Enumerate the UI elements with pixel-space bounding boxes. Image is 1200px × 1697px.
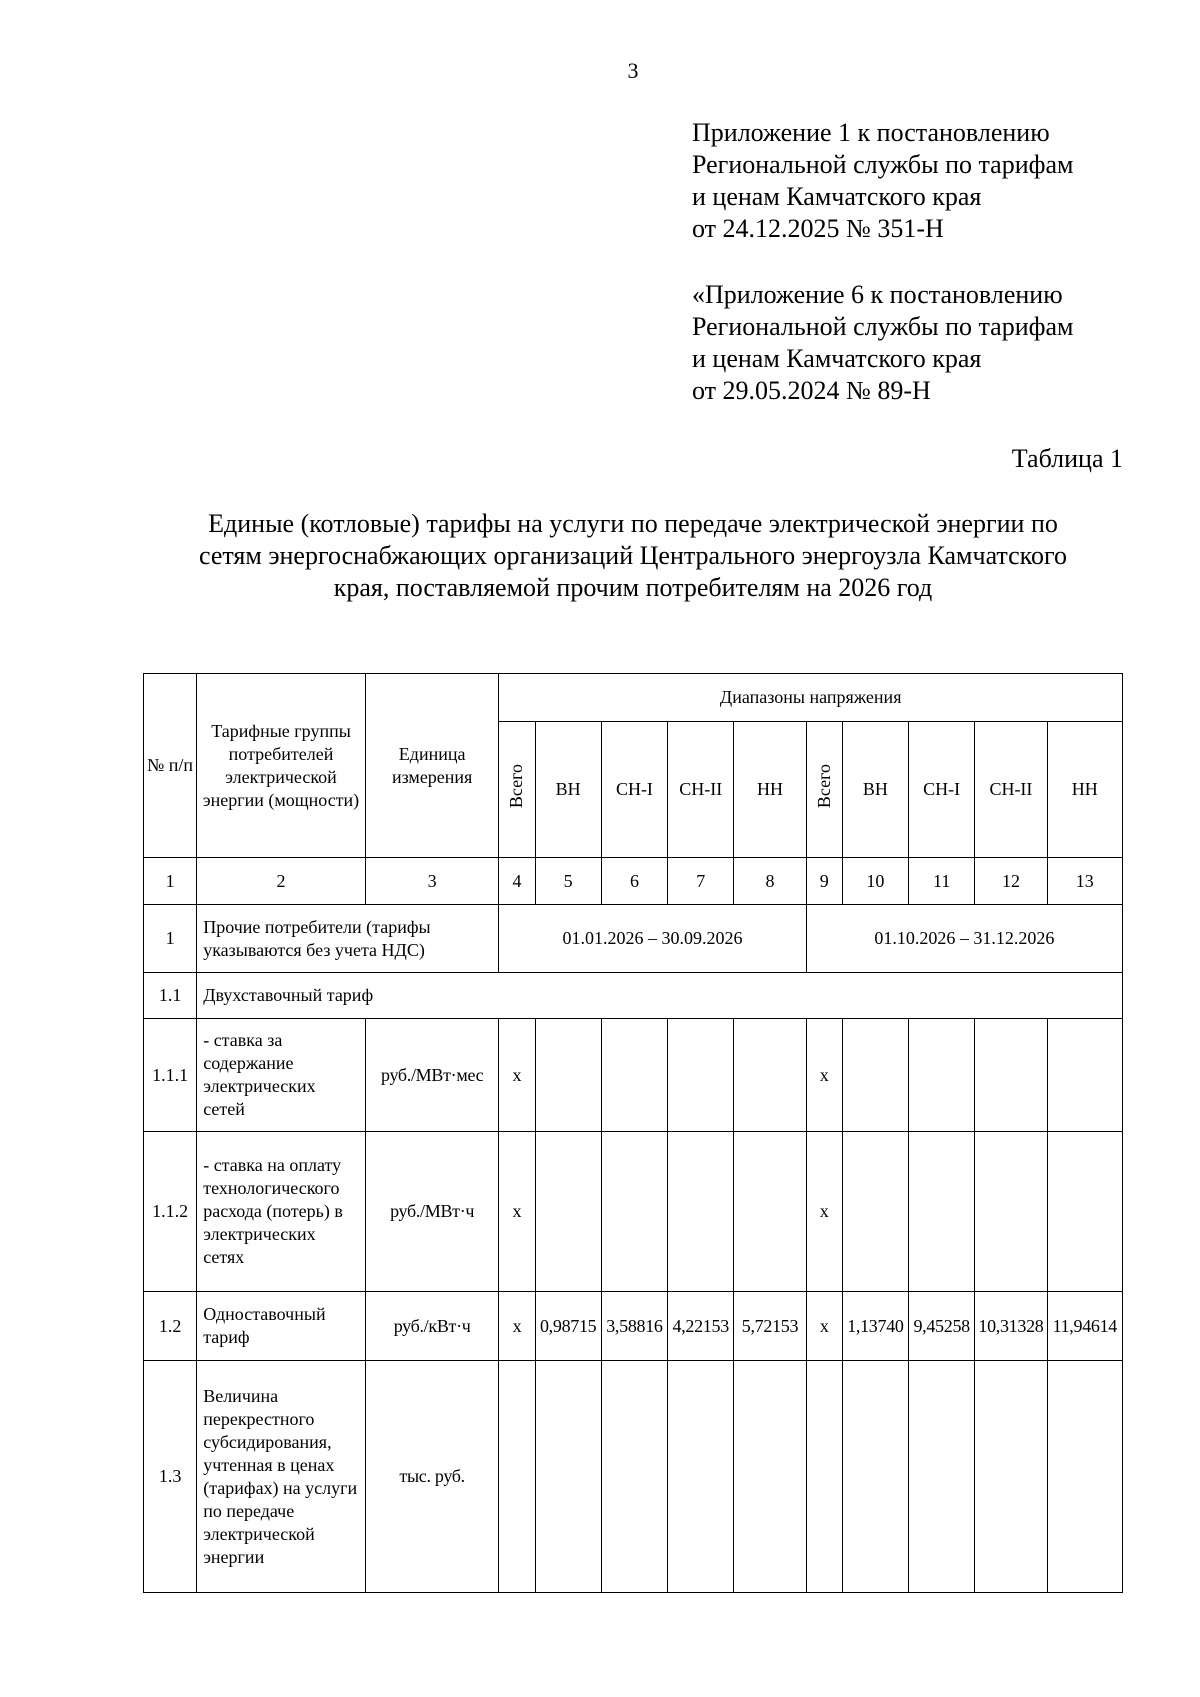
row-1-3-label: Величина перекрестного субсидирования, учтенная в ценах (тарифах) на услуги по передаче электрической энергии (197, 1361, 366, 1593)
row-1-1-num: 1.1 (144, 973, 197, 1019)
annex-1-line: от 24.12.2025 № 351-Н (692, 214, 944, 243)
col-number: 13 (1047, 858, 1122, 905)
col-number: 3 (365, 858, 499, 905)
row-1-1-2-cell: x (806, 1132, 842, 1292)
annex-6-header (692, 279, 1073, 407)
row-1-1-1-num: 1.1.1 (144, 1019, 197, 1132)
col-number: 12 (975, 858, 1047, 905)
column-number-row (144, 858, 1123, 905)
row-1-1-1-cell (734, 1019, 806, 1132)
header-total-2 (806, 722, 842, 858)
row-1-1-2-cell (1047, 1132, 1122, 1292)
annex-1-line: и ценам Камчатского края (692, 182, 982, 211)
row-1-2-cell: 0,98715 (535, 1292, 601, 1361)
row-1-1-2-cell (909, 1132, 975, 1292)
row-1-1-2-cell (975, 1132, 1047, 1292)
row-1-2-cell: x (499, 1292, 535, 1361)
col-number: 1 (144, 858, 197, 905)
row-1-label: Прочие потребители (тарифы указываются без учета НДС) (197, 905, 499, 973)
row-1-3-cell (601, 1361, 667, 1593)
annex-6-line: Региональной службы по тарифам (692, 312, 1074, 341)
tariff-table (143, 673, 1123, 1593)
row-1-1-1-cell (668, 1019, 734, 1132)
row-1-2-cell: 1,13740 (842, 1292, 908, 1361)
header-total-1-label: Всего (506, 764, 527, 809)
annex-1-header (692, 117, 1073, 245)
row-1-1-1-unit: руб./МВт·мес (365, 1019, 499, 1132)
row-1-3-cell (499, 1361, 535, 1593)
header-num: № п/п (144, 674, 197, 858)
row-1-2-cell: 4,22153 (668, 1292, 734, 1361)
table-row-1-1 (144, 973, 1123, 1019)
header-sn1-2: СН-I (909, 722, 975, 858)
row-1-3-cell (806, 1361, 842, 1593)
row-1-1-2-cell: x (499, 1132, 535, 1292)
period-2: 01.10.2026 – 31.12.2026 (806, 905, 1122, 973)
row-1-3-unit: тыс. руб. (365, 1361, 499, 1593)
header-row-1 (144, 674, 1123, 722)
annex-1-line: Региональной службы по тарифам (692, 150, 1074, 179)
row-1-3-cell (734, 1361, 806, 1593)
col-number: 8 (734, 858, 806, 905)
col-number: 2 (197, 858, 366, 905)
title-line: сетям энергоснабжающих организаций Центрального энергоузла Камчатского (199, 541, 1067, 570)
row-1-1-1-cell (909, 1019, 975, 1132)
annex-6-line: «Приложение 6 к постановлению (692, 280, 1063, 309)
row-1-1-1-label: - ставка за содержание электрических сетей (197, 1019, 366, 1132)
table-label: Таблица 1 (1011, 444, 1123, 473)
row-1-3-cell (668, 1361, 734, 1593)
header-nn-1: НН (734, 722, 806, 858)
row-1-1-2-cell (842, 1132, 908, 1292)
row-1-1-1-cell (1047, 1019, 1122, 1132)
header-sn1-1: СН-I (601, 722, 667, 858)
table-row-1 (144, 905, 1123, 973)
header-unit: Единица измерения (365, 674, 499, 858)
row-1-3-cell (975, 1361, 1047, 1593)
row-1-1-2-cell (601, 1132, 667, 1292)
row-1-1-label: Двухставочный тариф (197, 973, 1123, 1019)
col-number: 10 (842, 858, 908, 905)
row-1-1-2-cell (734, 1132, 806, 1292)
row-1-1-1-cell (842, 1019, 908, 1132)
annex-1-line: Приложение 1 к постановлению (692, 118, 1050, 147)
row-1-1-2-label: - ставка на оплату технологического расхода (потерь) в электрических сетях (197, 1132, 366, 1292)
header-vn-2: ВН (842, 722, 908, 858)
row-1-2-cell: 5,72153 (734, 1292, 806, 1361)
col-number: 5 (535, 858, 601, 905)
header-sn2-2: СН-II (975, 722, 1047, 858)
row-1-1-2-cell (668, 1132, 734, 1292)
table-row-1-2 (144, 1292, 1123, 1361)
row-1-3-cell (1047, 1361, 1122, 1593)
col-number: 6 (601, 858, 667, 905)
header-voltage-ranges: Диапазоны напряжения (499, 674, 1123, 722)
annex-6-line: и ценам Камчатского края (692, 344, 982, 373)
header-vn-1: ВН (535, 722, 601, 858)
col-number: 4 (499, 858, 535, 905)
header-nn-2: НН (1047, 722, 1122, 858)
row-1-2-num: 1.2 (144, 1292, 197, 1361)
row-1-2-cell: 10,31328 (975, 1292, 1047, 1361)
col-number: 9 (806, 858, 842, 905)
row-1-3-num: 1.3 (144, 1361, 197, 1593)
row-1-1-1-cell (601, 1019, 667, 1132)
period-1: 01.01.2026 – 30.09.2026 (499, 905, 806, 973)
header-total-2-label: Всего (813, 764, 834, 809)
row-1-2-cell: 9,45258 (909, 1292, 975, 1361)
page-number: 3 (627, 58, 639, 83)
table-row-1-1-1 (144, 1019, 1123, 1132)
row-1-1-1-cell (535, 1019, 601, 1132)
row-1-1-1-cell (975, 1019, 1047, 1132)
table-row-1-3 (144, 1361, 1123, 1593)
row-1-1-2-num: 1.1.2 (144, 1132, 197, 1292)
row-1-2-cell: x (806, 1292, 842, 1361)
col-number: 7 (668, 858, 734, 905)
row-1-3-cell (535, 1361, 601, 1593)
row-1-num: 1 (144, 905, 197, 973)
row-1-1-1-cell: x (499, 1019, 535, 1132)
row-1-1-1-cell: x (806, 1019, 842, 1132)
row-1-3-cell (842, 1361, 908, 1593)
row-1-2-cell: 3,58816 (601, 1292, 667, 1361)
header-total-1 (499, 722, 535, 858)
annex-6-line: от 29.05.2024 № 89-Н (692, 376, 931, 405)
row-1-2-label: Одноставочный тариф (197, 1292, 366, 1361)
table-row-1-1-2 (144, 1132, 1123, 1292)
row-1-2-unit: руб./кВт·ч (365, 1292, 499, 1361)
row-1-1-2-unit: руб./МВт·ч (365, 1132, 499, 1292)
row-1-3-cell (909, 1361, 975, 1593)
title-line: края, поставляемой прочим потребителям на 2026 год (333, 573, 933, 602)
title-line: Единые (котловые) тарифы на услуги по передаче электрической энергии по (208, 509, 1058, 538)
header-groups: Тарифные группы потребителей электрической энергии (мощности) (197, 674, 366, 858)
row-1-2-cell: 11,94614 (1047, 1292, 1122, 1361)
row-1-1-2-cell (535, 1132, 601, 1292)
col-number: 11 (909, 858, 975, 905)
header-sn2-1: СН-II (668, 722, 734, 858)
document-title (60, 508, 1200, 604)
